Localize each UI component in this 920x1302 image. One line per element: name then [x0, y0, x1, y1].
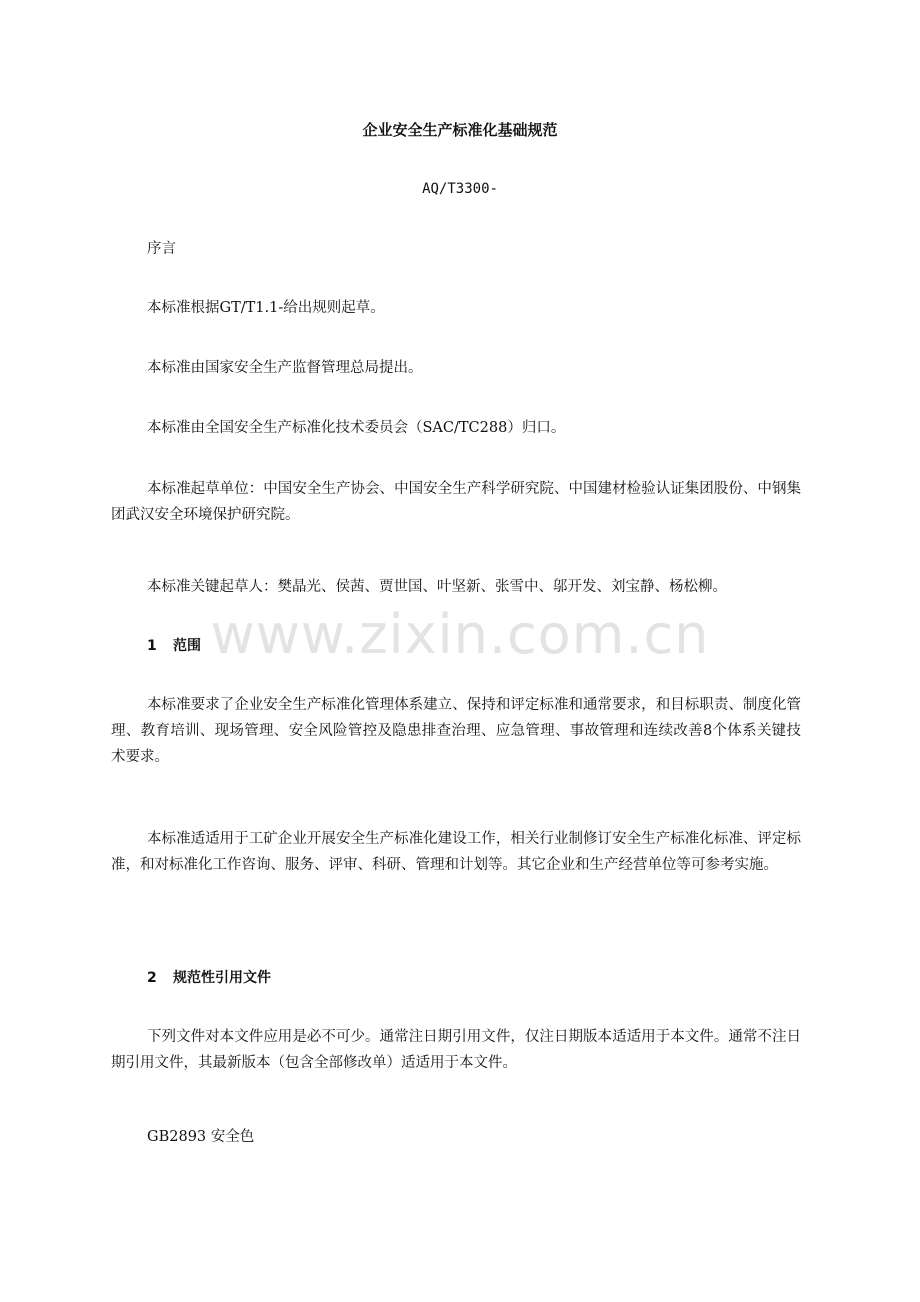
watermark: www.zixin.com.cn [210, 603, 710, 666]
section-number: 2 [147, 970, 157, 986]
section-number: 1 [147, 638, 157, 654]
preface-paragraph: 本标准关键起草人：樊晶光、侯茜、贾世国、叶坚新、张雪中、邬开发、刘宝静、杨松柳。 [147, 579, 727, 595]
section-paragraph: 本标准要求了企业安全生产标准化管理体系建立、保持和评定标准和通常要求，和目标职责、制度化管理、教育培训、现场管理、安全风险管控及隐患排查治理、应急管理、事故管理和连续改善8个体系关键技术要求。 [111, 697, 801, 765]
section-paragraph: 本标准适适用于工矿企业开展安全生产标准化建设工作，相关行业制修订安全生产标准化标准、评定标准，和对标准化工作咨询、服务、评审、科研、管理和计划等。其它企业和生产经营单位等可参考实施。 [111, 831, 801, 873]
reference-item: GB2893 安全色 [147, 1129, 255, 1145]
preface-paragraph: 本标准根据GT/T1.1-给出规则起草。 [147, 300, 385, 316]
section-heading [147, 968, 271, 988]
preface-paragraph: 本标准由全国安全生产标准化技术委员会（SAC/TC288）归口。 [147, 420, 566, 436]
standard-code: AQ/T3300- [422, 181, 498, 197]
section-title: 范围 [173, 638, 201, 654]
section-title: 规范性引用文件 [173, 970, 271, 986]
preface-paragraph: 本标准起草单位：中国安全生产协会、中国安全生产科学研究院、中国建材检验认证集团股份、中钢集团武汉安全环境保护研究院。 [111, 481, 801, 523]
section-heading [147, 636, 201, 656]
preface-paragraph: 本标准由国家安全生产监督管理总局提出。 [147, 360, 423, 376]
preface-heading: 序言 [147, 241, 176, 257]
document-title: 企业安全生产标准化基础规范 [362, 121, 558, 139]
section-paragraph: 下列文件对本文件应用是必不可少。通常注日期引用文件，仅注日期版本适适用于本文件。通常不注日期引用文件，其最新版本（包含全部修改单）适适用于本文件。 [111, 1029, 801, 1071]
